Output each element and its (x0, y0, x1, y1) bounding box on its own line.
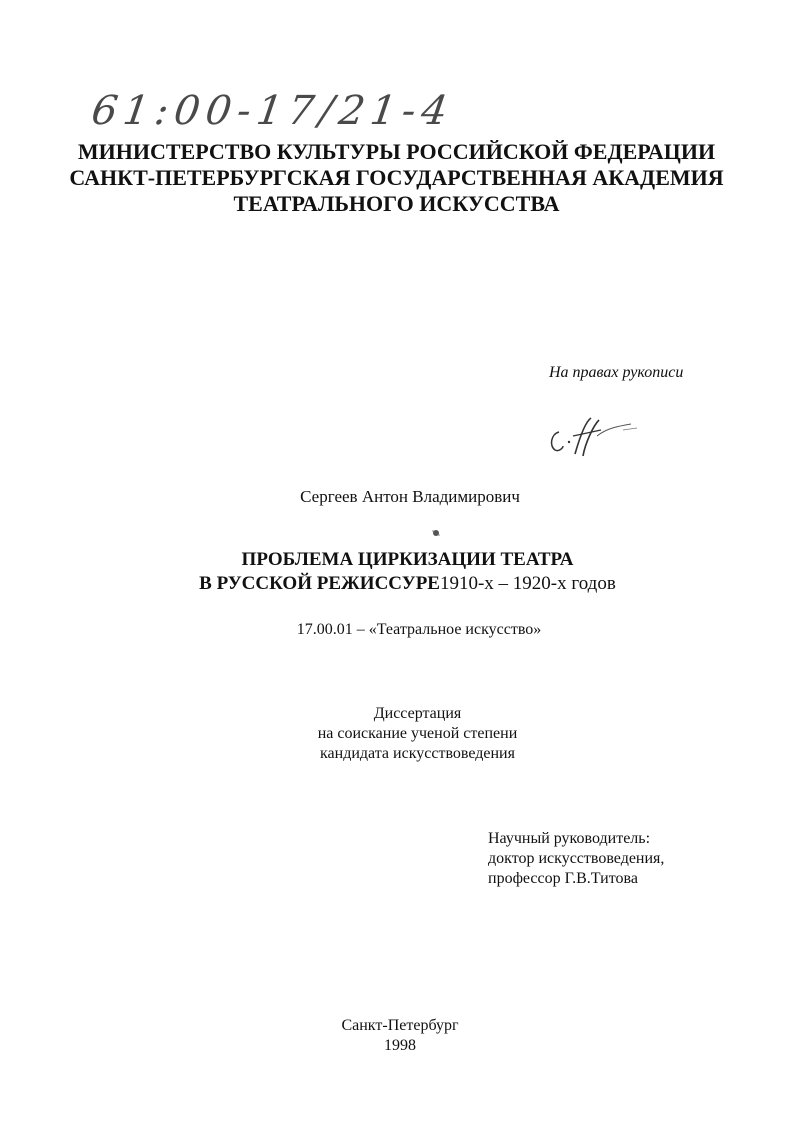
ministry-line: МИНИСТЕРСТВО КУЛЬТУРЫ РОССИЙСКОЙ ФЕДЕРАЦИИ (77, 139, 716, 164)
dissertation-title (0, 548, 793, 596)
title-line-2-bold: В РУССКОЙ РЕЖИССУРЕ (199, 573, 440, 594)
advisor-line: Научный руководитель: (488, 830, 651, 847)
ministry-line: САНКТ-ПЕТЕРБУРГСКАЯ ГОСУДАРСТВЕННАЯ АКАДЕМИЯ (69, 165, 724, 190)
dissertation-type (0, 704, 793, 764)
signature-icon (545, 410, 640, 460)
advisor-line: профессор Г.В.Титова (488, 870, 638, 887)
title-line-2-period: 1910-х – 1920-х годов (439, 573, 616, 594)
title-line-2 (0, 572, 793, 596)
specialty-code: 17.00.01 – «Театральное искусство» (296, 621, 542, 638)
author-name: Сергеев Антон Владимирович (300, 487, 520, 506)
advisor-line: доктор искусствоведения, (488, 850, 665, 867)
dissertation-line: Диссертация (373, 705, 462, 722)
scan-speck (430, 528, 442, 538)
year: 1998 (384, 1037, 416, 1054)
dissertation-line: на соискание ученой степени (317, 725, 518, 742)
rights-notice: На правах рукописи (549, 364, 684, 381)
place-and-year (0, 1016, 793, 1056)
ministry-header (0, 139, 793, 217)
handwritten-archive-code: 61:00-17/21-4 (88, 88, 457, 134)
scientific-advisor (488, 829, 664, 889)
dissertation-line: кандидата искусствоведения (320, 745, 515, 762)
ministry-line: ТЕАТРАЛЬНОГО ИСКУССТВА (233, 191, 560, 216)
city: Санкт-Петербург (341, 1017, 459, 1034)
title-line-1: ПРОБЛЕМА ЦИРКИЗАЦИИ ТЕАТРА (241, 549, 574, 570)
